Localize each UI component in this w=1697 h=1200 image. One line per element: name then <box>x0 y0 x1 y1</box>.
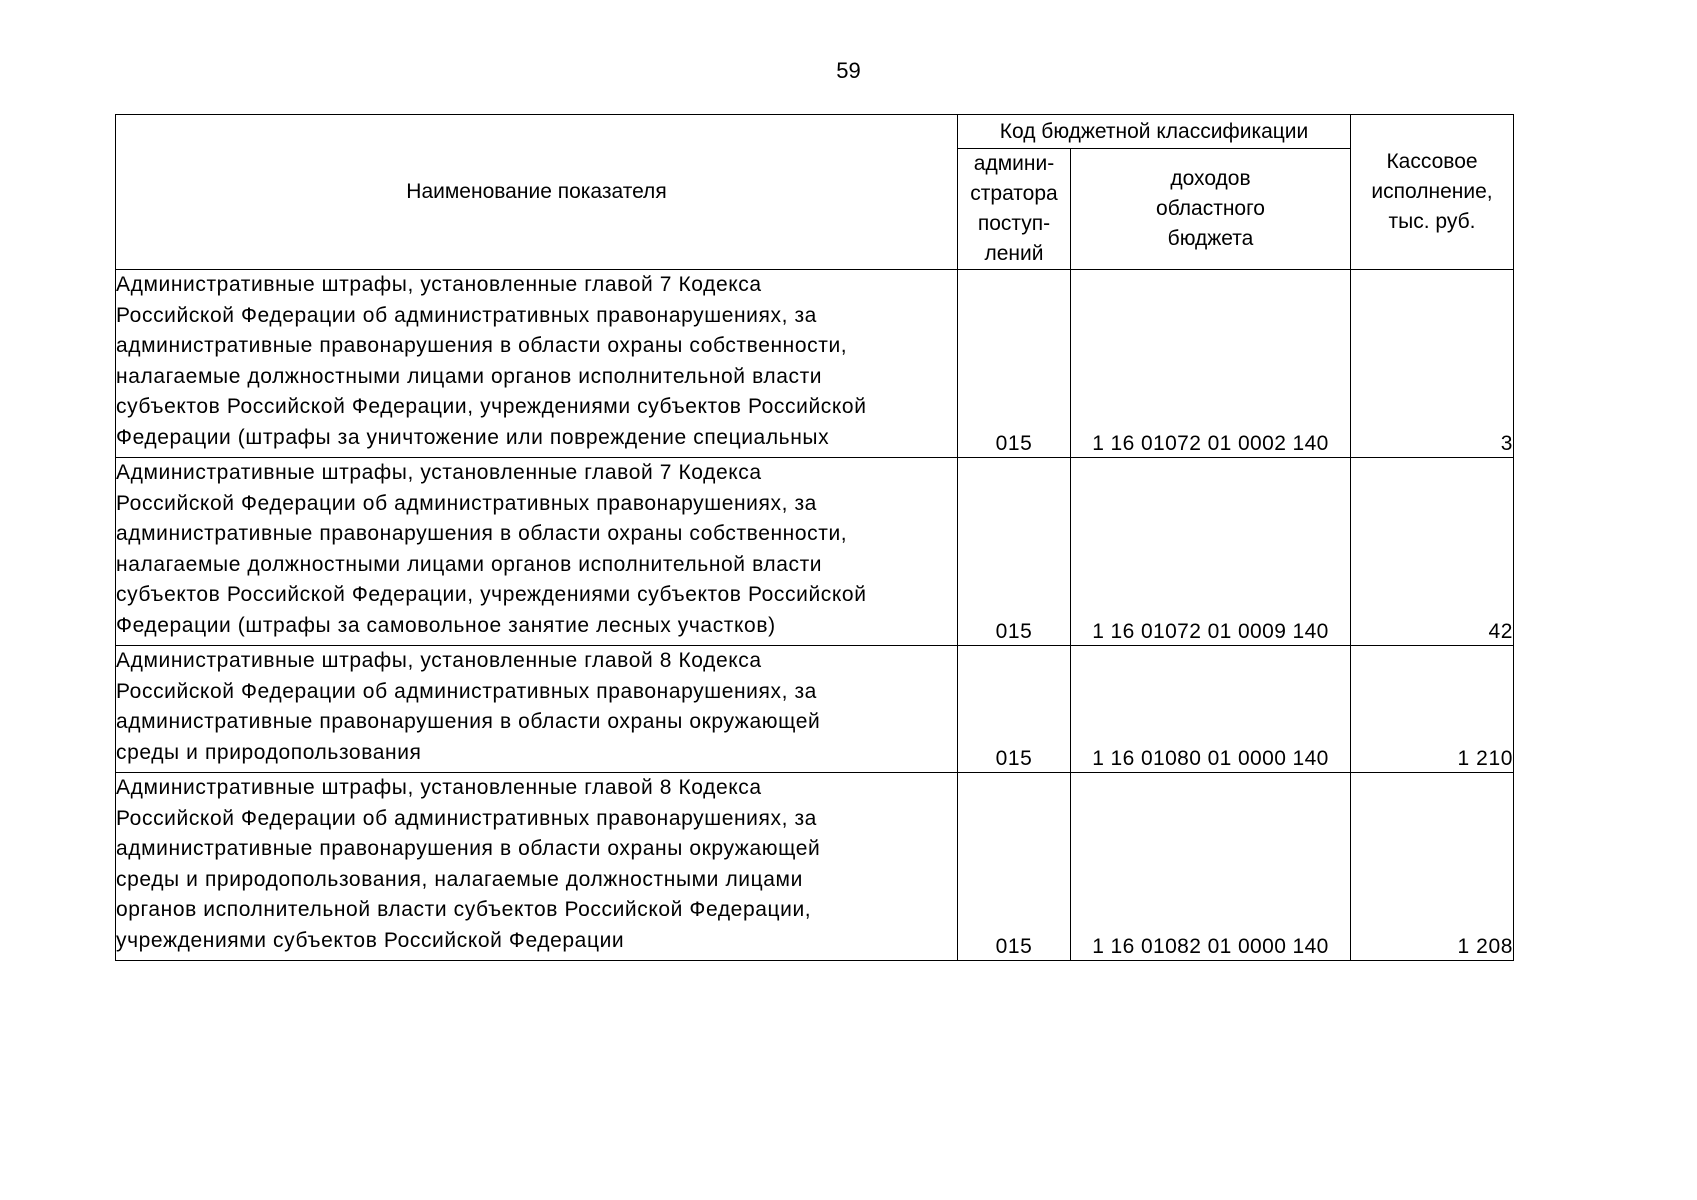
indicator-name-line: Административные штрафы, установленные главой 8 Кодекса <box>116 776 762 799</box>
indicator-name-line: среды и природопользования, налагаемые должностными лицами <box>116 867 803 891</box>
header-cash-execution <box>1351 115 1514 270</box>
administrator-code-cell: 015 <box>958 458 1071 646</box>
indicator-name-line: административные правонарушения в области охраны окружающей <box>116 837 821 860</box>
indicator-name-line: учреждениями субъектов Российской Федерации <box>116 928 625 952</box>
indicator-name-line: Административные штрафы, установленные главой 8 Кодекса <box>116 649 762 672</box>
budget-table <box>115 114 1514 961</box>
indicator-name-line: Российской Федерации об административных правонарушениях, за <box>116 679 817 703</box>
revenue-code-cell: 1 16 01082 01 0000 140 <box>1071 773 1351 961</box>
indicator-name-cell <box>116 270 958 458</box>
revenue-code-cell: 1 16 01072 01 0009 140 <box>1071 458 1351 646</box>
indicator-name-line: Российской Федерации об административных правонарушениях, за <box>116 303 817 327</box>
indicator-name-line: среды и природопользования <box>116 740 422 764</box>
indicator-name-line: Российской Федерации об административных правонарушениях, за <box>116 806 817 830</box>
table-body <box>116 270 1514 961</box>
amount-cell: 42 <box>1351 458 1514 646</box>
table-row <box>116 646 1514 773</box>
indicator-name-cell <box>116 646 958 773</box>
indicator-name-line: Российской Федерации об административных правонарушениях, за <box>116 491 817 515</box>
amount-cell: 1 208 <box>1351 773 1514 961</box>
indicator-name-cell <box>116 773 958 961</box>
administrator-code-cell: 015 <box>958 270 1071 458</box>
indicator-name-line: налагаемые должностными лицами органов исполнительной власти <box>116 552 823 576</box>
table-row <box>116 458 1514 646</box>
header-amount-line: исполнение, <box>1371 180 1493 203</box>
page-number: 59 <box>836 58 861 83</box>
table-row <box>116 270 1514 458</box>
indicator-name-line: административные правонарушения в области охраны окружающей <box>116 710 821 733</box>
header-admin-line: админи- <box>973 152 1055 175</box>
header-revenue-administrator <box>958 149 1071 270</box>
indicator-name-line: органов исполнительной власти субъектов Российской Федерации, <box>116 898 812 921</box>
header-budget-classification-code: Код бюджетной классификации <box>958 115 1351 149</box>
header-admin-line: поступ- <box>977 212 1051 235</box>
indicator-name-line: налагаемые должностными лицами органов исполнительной власти <box>116 364 823 388</box>
indicator-name-line: субъектов Российской Федерации, учреждениями субъектов Российской <box>116 395 867 418</box>
indicator-name-line: субъектов Российской Федерации, учреждениями субъектов Российской <box>116 583 867 606</box>
indicator-name-line: Федерации (штрафы за уничтожение или повреждение специальных <box>116 425 830 449</box>
revenue-code-cell: 1 16 01080 01 0000 140 <box>1071 646 1351 773</box>
amount-cell: 1 210 <box>1351 646 1514 773</box>
revenue-code-cell: 1 16 01072 01 0002 140 <box>1071 270 1351 458</box>
header-income-line: доходов <box>1170 167 1251 190</box>
indicator-name-line: Административные штрафы, установленные главой 7 Кодекса <box>116 461 762 484</box>
indicator-name-line: Федерации (штрафы за самовольное занятие лесных участков) <box>116 613 776 637</box>
administrator-code-cell: 015 <box>958 773 1071 961</box>
table-header <box>116 115 1514 270</box>
indicator-name-cell <box>116 458 958 646</box>
header-indicator-name: Наименование показателя <box>116 115 958 270</box>
header-admin-line: стратора <box>970 182 1058 205</box>
header-amount-line: Кассовое <box>1386 150 1478 173</box>
administrator-code-cell: 015 <box>958 646 1071 773</box>
indicator-name-line: административные правонарушения в области охраны собственности, <box>116 522 848 545</box>
header-income-line: бюджета <box>1167 227 1254 250</box>
header-income-line: областного <box>1156 197 1265 220</box>
indicator-name-line: административные правонарушения в области охраны собственности, <box>116 334 848 357</box>
header-amount-line: тыс. руб. <box>1388 210 1476 233</box>
indicator-name-line: Административные штрафы, установленные главой 7 Кодекса <box>116 273 762 296</box>
amount-cell: 3 <box>1351 270 1514 458</box>
table-row <box>116 773 1514 961</box>
header-admin-line: лений <box>984 242 1044 265</box>
header-regional-budget-revenue <box>1071 149 1351 270</box>
